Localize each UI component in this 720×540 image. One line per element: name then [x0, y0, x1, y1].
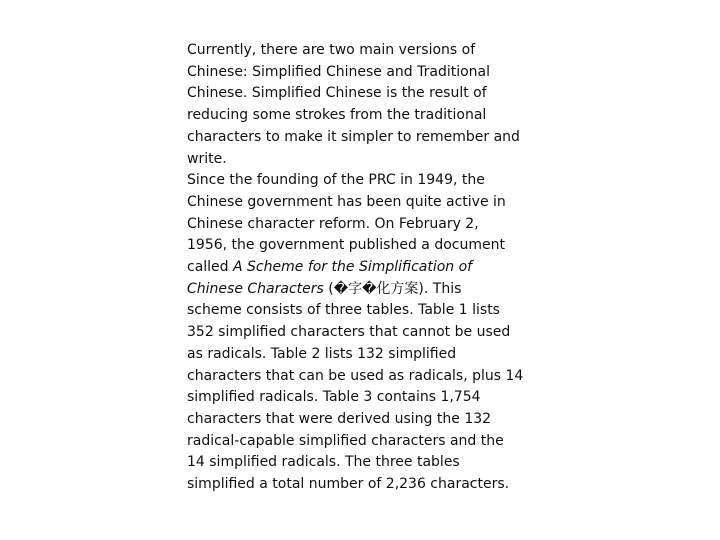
text-line: characters that were derived using the 132 [187, 410, 492, 427]
text-line: 1956, the government published a document [187, 237, 505, 254]
text-line: 352 simplified characters that cannot be used [187, 324, 511, 341]
text-line: write. [187, 150, 227, 167]
text-line: Chinese character reform. On February 2, [187, 215, 479, 232]
text-line: radical-capable simplified characters and the [187, 432, 504, 449]
text-line: simplified a total number of 2,236 characters. [187, 476, 510, 493]
text-line [187, 257, 547, 279]
text-line: Since the founding of the PRC in 1949, the [187, 172, 485, 189]
body-text [187, 40, 547, 496]
text-line: simplified radicals. Table 3 contains 1,754 [187, 389, 481, 406]
text-line: characters that can be used as radicals, plus 14 [187, 367, 524, 384]
text-line: reducing some strokes from the traditional [187, 107, 487, 124]
document-title-italic: A Scheme for the Simplification of [233, 259, 473, 276]
text-segment: called [187, 259, 234, 276]
text-line: scheme consists of three tables. Table 1 lists [187, 302, 500, 319]
text-line: as radicals. Table 2 lists 132 simplified [187, 345, 457, 362]
text-segment: (�字�化方案). This [323, 280, 462, 297]
text-line: Currently, there are two main versions of [187, 42, 476, 58]
text-line: Chinese. Simplified Chinese is the result of [187, 85, 487, 102]
text-line: characters to make it simpler to remember and [187, 128, 520, 145]
text-line: Chinese government has been quite active in [187, 193, 506, 210]
text-line: Chinese: Simplified Chinese and Traditional [187, 63, 491, 80]
text-line: 14 simplified radicals. The three tables [187, 454, 460, 471]
text-line [187, 279, 547, 301]
document-title-italic: Chinese Characters [187, 280, 324, 297]
